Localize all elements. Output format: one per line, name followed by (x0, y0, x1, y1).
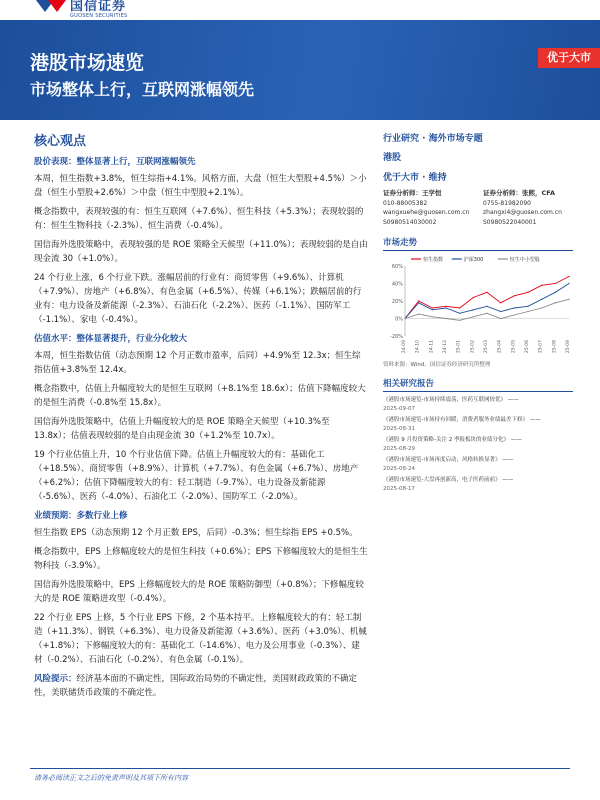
report-title: 港股市场速览 (30, 52, 145, 74)
related-report-date: 2025-08-29 (383, 446, 415, 452)
x-tick-label: 25-01 (456, 340, 462, 354)
sidebar-column (383, 131, 573, 496)
series-point (527, 306, 528, 307)
block-price (34, 155, 368, 327)
report-market: 港股 (383, 153, 402, 163)
series-point (459, 320, 460, 321)
series-point (541, 307, 542, 308)
legend-label: 恒生指数 (423, 257, 444, 263)
x-tick-label: 25-05 (511, 340, 517, 354)
block-heading: 股价表现：整体显著上行，互联网涨幅领先 (34, 157, 196, 167)
x-tick-label: 25-03 (484, 340, 489, 354)
series-point (514, 314, 515, 315)
paragraph: 概念指数中，表现较强的有：恒生互联网（+7.6%）、恒生科技（+5.3%）；表现较弱的有：恒生生物科技（-2.3%）、恒生消费（-0.4%）。 (34, 207, 364, 231)
y-tick-label: 20% (391, 299, 403, 305)
series-point (418, 302, 419, 303)
series-point (432, 307, 433, 308)
series-point (432, 309, 433, 310)
chart-title: 市场走势 (383, 236, 573, 251)
analyst-list (383, 189, 573, 227)
related-report-date: 2025-08-31 (383, 426, 415, 432)
analyst-email[interactable]: wangxuehe@guosen.com.cn (383, 209, 470, 216)
logo-en-text: GUOSEN SECURITIES (70, 13, 128, 19)
analyst-card (483, 189, 573, 227)
block-valuation (34, 332, 368, 504)
risk-text: 经济基本面的不确定性，国际政治局势的不确定性，美国财政政策的不确定性，美联储货币政策的不确定性。 (34, 674, 358, 698)
series-point (541, 285, 542, 286)
logo-cn-text: 国信证券 (70, 0, 127, 14)
paragraph: 国信海外选股策略中，估值上升幅度较大的是 ROE 策略全天候型（+10.3%至 13.8x）；估值表现较弱的是自由现金流 30（+1.2%至 10.7x）。 (34, 417, 330, 441)
y-tick-label: 40% (391, 281, 403, 288)
related-reports-list (383, 396, 573, 493)
report-subtitle: 市场整体上行，互联网涨幅领先 (30, 80, 255, 99)
footer-divider (30, 768, 570, 769)
paragraph: 国信海外选股策略中，表现较强的是 ROE 策略全天候型（+11.0%）；表现较弱的是自由现金流 30（+1.0%）。 (34, 240, 368, 264)
legend-label: 沪深300 (463, 257, 484, 263)
chart-source-note: 资料来源：Wind、国信证券经济研究所整理 (383, 362, 491, 368)
paragraph: 22 个行业 EPS 上修，5 个行业 EPS 下修，2 个基本持平。上修幅度较大的有：轻工制造（+11.3%）、钢铁（+6.3%）、电力设备及新能源（+3.6%）、医药（+3.0%）、机械（+1.8%）；下修幅度较大的有：基础化工（-14.6%）、电力及公用事业（-0.3%）、建材（-0.2%）、石油石化（-0.2%）、有色金属（-0.1%）。 (34, 613, 367, 665)
guosen-logo (36, 0, 128, 19)
series-point (418, 300, 419, 301)
series-point (541, 299, 542, 300)
rating-tag: 优于大市 (538, 48, 600, 68)
legend-label: 恒生中小型股 (509, 257, 540, 263)
related-report-date: 2025-09-07 (383, 406, 415, 412)
guosen-logo-icon (36, 0, 66, 16)
series-point (404, 318, 405, 319)
paragraph: 概念指数中，估值上升幅度较大的是恒生互联网（+8.1%至 18.6x）；估值下降幅度较大的是恒生消费（-0.8%至 15.8x）。 (34, 384, 366, 408)
series-point (432, 316, 433, 317)
market-trend-svg (383, 254, 573, 358)
series-point (445, 307, 446, 308)
series-point (445, 318, 446, 319)
logo-bar (0, 0, 600, 20)
paragraph: 24 个行业上涨，6 个行业下跌。涨幅居前的行业有：商贸零售（+9.6%）、计算机（+7.9%）、房地产（+6.8%）、有色金属（+6.5%）、传媒（+6.1%）；跌幅居前的行业有：电力设备及新能源（-2.3%）、石油石化（-2.2%）、医药（-1.1%）、国防军工（-1.1%）、家电（-0.4%）。 (34, 273, 362, 325)
series-point (486, 292, 487, 293)
related-report-date: 2025-08-24 (383, 466, 415, 472)
x-tick-label: 24-09 (402, 340, 407, 354)
market-trend-chart (383, 254, 573, 358)
paragraph: 概念指数中，EPS 上修幅度较大的是恒生科技（+0.6%）；EPS 下修幅度较大的是恒生生物科技（-3.9%）。 (34, 547, 368, 571)
series-point (514, 307, 515, 308)
related-report-link[interactable]: 《港股市场速览-市场持有回暖，消费者服务业绩最差下修》 —— (383, 417, 541, 423)
series-point (500, 318, 501, 319)
series-point (555, 302, 556, 303)
report-rating: 优于大市 · 维持 (383, 173, 447, 183)
series-point (514, 295, 515, 296)
related-report-link[interactable]: 《港股市场速览-市场持续震荡，医药互联网较优》 —— (383, 397, 519, 403)
analyst-name: 证券分析师：王学恒 (383, 189, 442, 197)
series-point (473, 316, 474, 317)
core-views-column (34, 130, 368, 705)
y-tick-label: -20% (390, 334, 403, 340)
series-point (473, 309, 474, 310)
series-point (555, 283, 556, 284)
series-point (527, 311, 528, 312)
series-point (555, 292, 556, 293)
block-earnings (34, 509, 368, 667)
analyst-cert: S0980514030002 (383, 218, 437, 226)
related-reports-title: 相关研究报告 (383, 377, 573, 392)
x-tick-label: 24-11 (429, 340, 435, 354)
related-report-link[interactable]: 《港股市场速览-市场再度启动，风格转换显著》 —— (383, 457, 514, 463)
related-report-link[interactable]: 《港股市场速览-大盘再创新高，电子医药前前》 —— (383, 477, 514, 483)
series-point (568, 299, 569, 300)
analyst-phone: 010-88005382 (383, 199, 428, 207)
series-point (445, 306, 446, 307)
series-point (568, 276, 569, 277)
x-tick-label: 25-08 (552, 340, 558, 354)
series-point (459, 307, 460, 308)
analyst-email[interactable]: zhangxi4@guosen.com.cn (483, 209, 562, 216)
paragraph: 本周，恒生指数+3.8%，恒生综指+4.1%。风格方面，大盘（恒生大型股+4.5%）＞小盘（恒生小型股+2.6%）＞中盘（恒生中型股+2.1%）。 (34, 174, 367, 198)
related-report-link[interactable]: 《港股 9 月投资策略-关注 2 季报板块的业绩分化》 —— (383, 437, 522, 443)
series-point (500, 311, 501, 312)
related-report-date: 2025-08-17 (383, 486, 415, 492)
block-heading: 估值水平：整体显著提升，行业分化较大 (34, 334, 188, 344)
analyst-phone: 0755-81982090 (483, 199, 531, 207)
y-tick-label: 60% (391, 264, 403, 270)
paragraph: 国信海外选股策略中，EPS 上修幅度较大的是 ROE 策略防御型（+0.8%）；下修幅度较大的是 ROE 策略进攻型（-0.4%）。 (34, 580, 364, 604)
x-tick-label: 25-09 (566, 340, 571, 354)
paragraph: 19 个行业估值上升，10 个行业估值下降。估值上升幅度较大的有：基础化工（+18.5%）、商贸零售（+8.9%）、计算机（+7.7%）、有色金属（+6.7%）、房地产（+6.2%）；估值下降幅度较大的有：轻工制造（-9.7%）、电力设备及新能源（-5.6%）、医药（-4.0%）、石油化工（-2.0%）、国防军工（-2.0%）。 (34, 450, 359, 502)
series-point (459, 313, 460, 314)
x-tick-label: 24-10 (415, 340, 421, 354)
y-tick-label: 0% (395, 316, 403, 323)
x-tick-label: 25-07 (538, 340, 544, 354)
analyst-cert: S0980522040001 (483, 218, 537, 226)
report-category: 行业研究 · 海外市场专题 (383, 134, 483, 144)
block-heading: 业绩预期：多数行业上修 (34, 511, 128, 521)
series-point (473, 297, 474, 298)
section-title: 核心观点 (34, 134, 87, 149)
x-tick-label: 24-12 (443, 340, 448, 354)
x-tick-label: 25-02 (470, 340, 476, 354)
risk-warning (34, 672, 368, 700)
series-point (418, 314, 419, 315)
analyst-name: 证券分析师：张熙，CFA (483, 189, 555, 197)
series-point (486, 306, 487, 307)
x-tick-label: 25-06 (525, 340, 530, 354)
footer-disclaimer: 请务必阅读正文之后的免责声明及其项下所有内容 (34, 774, 188, 782)
paragraph: 恒生指数 EPS（动态预期 12 个月正数 EPS，后同）-0.3%；恒生综指 EPS +0.5%。 (34, 528, 358, 538)
analyst-card (383, 189, 473, 227)
paragraph: 本周，恒生指数估值（动态预期 12 个月正数市盈率，后同）+4.9%至 12.3x；恒生综指估值+3.8%至 12.4x。 (34, 351, 361, 375)
risk-label: 风险提示： (34, 674, 77, 684)
series-point (500, 302, 501, 303)
x-tick-label: 25-04 (497, 340, 503, 354)
series-point (568, 283, 569, 284)
series-point (527, 292, 528, 293)
series-line (405, 299, 569, 320)
series-point (486, 313, 487, 314)
title-banner (0, 20, 600, 120)
